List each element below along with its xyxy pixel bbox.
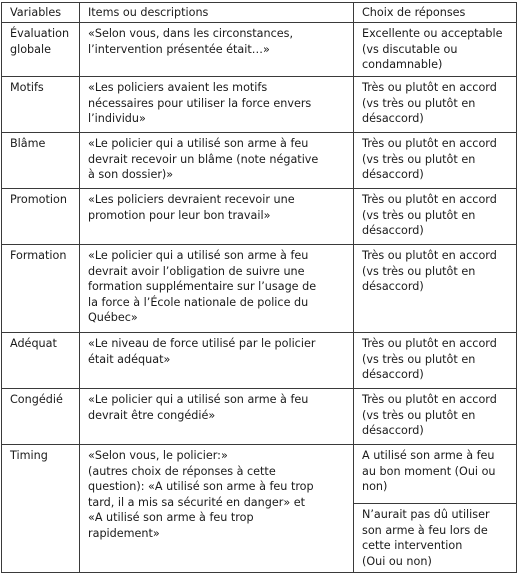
text-line: désaccord) [362,368,424,382]
item-cell [80,389,354,445]
text-line: Très ou plutôt en accord [362,393,497,406]
table-header-row [2,3,517,23]
text-line: (vs discutable ou [362,42,458,56]
text-line: Très ou plutôt en accord [362,337,497,350]
item-cell [80,23,354,77]
text-line: à son dossier)» [88,168,174,182]
table-row [2,445,517,573]
choice-cell [354,77,517,133]
header-choices: Choix de réponses [354,3,517,23]
text-line: désaccord) [362,280,424,294]
text-line: (Oui ou non) [362,554,432,568]
choice-subcell [354,445,516,504]
text-line: N’aurait pas dû utiliser [362,508,490,521]
text-line: Motifs [10,81,44,94]
text-line: Promotion [10,193,67,206]
text-line: condamnable) [362,58,443,72]
text-line: (autres choix de réponses à cette [88,464,276,478]
text-line: (vs très ou plutôt en [362,208,476,222]
text-line: Congédié [10,393,63,406]
item-cell [80,445,354,573]
text-line: devrait avoir l’obligation de suivre une [88,264,305,278]
choice-cell [354,333,517,389]
survey-variables-table [1,2,517,573]
header-items: Items ou descriptions [80,3,354,23]
text-line: Excellente ou acceptable [362,27,503,40]
text-line: désaccord) [362,224,424,238]
text-line: «Selon vous, dans les circonstances, [88,27,294,40]
text-line: nécessaires pour utiliser la force envers [88,96,312,110]
text-line: non) [362,480,388,494]
variable-cell [2,445,80,573]
variable-cell [2,23,80,77]
item-cell [80,189,354,245]
text-line: Québec» [88,311,138,325]
text-line: «Les policiers devraient recevoir une [88,193,295,206]
variable-cell [2,133,80,189]
text-line: Timing [10,449,48,462]
text-line: son arme à feu lors de [362,523,488,537]
text-line: (vs très ou plutôt en [362,96,476,110]
text-line: (vs très ou plutôt en [362,352,476,366]
item-cell [80,133,354,189]
table-row [2,333,517,389]
text-line: devrait être congédié» [88,408,216,422]
text-line: Très ou plutôt en accord [362,193,497,206]
variable-cell [2,245,80,333]
text-line: tard, il a mis sa sécurité en danger» et [88,495,305,509]
choice-cell [354,389,517,445]
text-line: (vs très ou plutôt en [362,152,476,166]
text-line: l’intervention présentée était…» [88,42,270,56]
text-line: Adéquat [10,337,57,350]
table-row [2,77,517,133]
text-line: «Les policiers avaient les motifs [88,81,268,94]
table-row [2,245,517,333]
text-line: question): «A utilisé son arme à feu trop [88,480,314,494]
header-variables: Variables [2,3,80,23]
text-line: Blâme [10,137,46,150]
variable-cell [2,333,80,389]
choice-subcell [354,504,516,569]
text-line: désaccord) [362,168,424,182]
text-line: Évaluation [10,27,70,40]
item-cell [80,77,354,133]
choice-cell-split [354,445,517,573]
text-line: globale [10,42,52,56]
table-row [2,189,517,245]
text-line: «Le policier qui a utilisé son arme à feu [88,393,309,406]
choice-cell [354,245,517,333]
text-line: promotion pour leur bon travail» [88,208,271,222]
text-line: A utilisé son arme à feu [362,449,495,462]
variable-cell [2,189,80,245]
choice-cell [354,133,517,189]
text-line: au bon moment (Oui ou [362,464,496,478]
text-line: Très ou plutôt en accord [362,137,497,150]
text-line: Très ou plutôt en accord [362,81,497,94]
text-line: «Selon vous, le policier:» [88,449,228,462]
text-line: rapidement» [88,526,160,540]
variable-cell [2,77,80,133]
text-line: «Le policier qui a utilisé son arme à feu [88,137,309,150]
text-line: Formation [10,249,67,262]
text-line: «A utilisé son arme à feu trop [88,511,254,525]
text-line: désaccord) [362,424,424,438]
item-cell [80,245,354,333]
text-line: la force à l’École nationale de police du [88,295,309,309]
variable-cell [2,389,80,445]
text-line: cette intervention [362,539,463,553]
table-row [2,133,517,189]
text-line: était adéquat» [88,352,171,366]
text-line: désaccord) [362,112,424,126]
text-line: «Le niveau de force utilisé par le policier [88,337,316,350]
choice-cell [354,189,517,245]
text-line: l’individu» [88,112,146,126]
text-line: (vs très ou plutôt en [362,264,476,278]
table-row [2,23,517,77]
text-line: formation supplémentaire sur l’usage de [88,280,317,294]
text-line: (vs très ou plutôt en [362,408,476,422]
text-line: devrait recevoir un blâme (note négative [88,152,319,166]
text-line: Très ou plutôt en accord [362,249,497,262]
table-row [2,389,517,445]
choice-cell [354,23,517,77]
text-line: «Le policier qui a utilisé son arme à feu [88,249,309,262]
item-cell [80,333,354,389]
